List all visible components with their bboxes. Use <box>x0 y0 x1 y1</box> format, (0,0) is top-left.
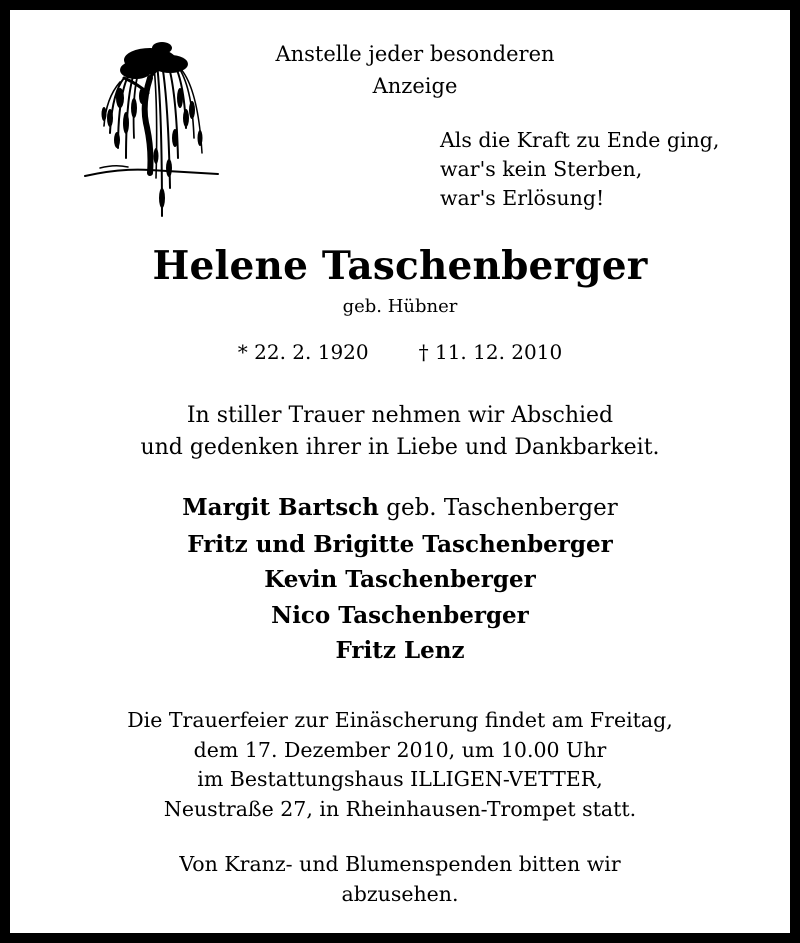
family-member-1 <box>20 490 780 527</box>
family-member-4: Nico Taschenberger <box>271 601 529 629</box>
family-member-3: Kevin Taschenberger <box>264 566 536 593</box>
weeping-willow-icon <box>80 38 220 223</box>
life-dates <box>20 338 780 366</box>
flowers-line-1: Von Kranz- und Blumenspenden bitten wir <box>179 852 621 876</box>
quote <box>440 126 719 213</box>
funeral-line-3: im Bestattungshaus ILLIGEN-VETTER, <box>197 767 603 791</box>
quote-line-1: Als die Kraft zu Ende ging, <box>440 128 720 152</box>
mourning-line-1: In stiller Trauer nehmen wir Abschied <box>186 403 614 428</box>
mourning-line-2: und gedenken ihrer in Liebe und Dankbarkeit. <box>140 435 660 460</box>
family-member-name: Margit Bartsch <box>182 494 379 521</box>
birth-name: geb. Hübner <box>342 296 458 317</box>
funeral-info <box>20 706 780 824</box>
quote-line-2: war's kein Sterben, <box>440 157 643 181</box>
family-member-suffix: geb. Taschenberger <box>378 495 618 521</box>
flowers-note <box>20 850 780 909</box>
mourning-text <box>20 400 780 464</box>
death-date: † 11. 12. 2010 <box>418 340 563 364</box>
header-line-1: Anstelle jeder besonderen <box>275 42 555 66</box>
funeral-line-1: Die Trauerfeier zur Einäscherung findet am Freitag, <box>127 708 673 732</box>
family-list <box>20 490 780 669</box>
header-notice <box>235 38 595 102</box>
family-member-5: Fritz Lenz <box>335 637 465 664</box>
quote-line-3: war's Erlösung! <box>440 186 605 210</box>
funeral-line-4: Neustraße 27, in Rheinhausen-Trompet statt. <box>163 796 637 821</box>
flowers-line-2: abzusehen. <box>341 881 459 906</box>
birth-date: * 22. 2. 1920 <box>237 340 369 364</box>
funeral-line-2: dem 17. Dezember 2010, um 10.00 Uhr <box>193 737 607 762</box>
deceased-name: Helene Taschenberger <box>152 243 648 289</box>
family-member-2: Fritz und Brigitte Taschenberger <box>187 530 613 558</box>
header-line-2: Anzeige <box>372 74 458 98</box>
